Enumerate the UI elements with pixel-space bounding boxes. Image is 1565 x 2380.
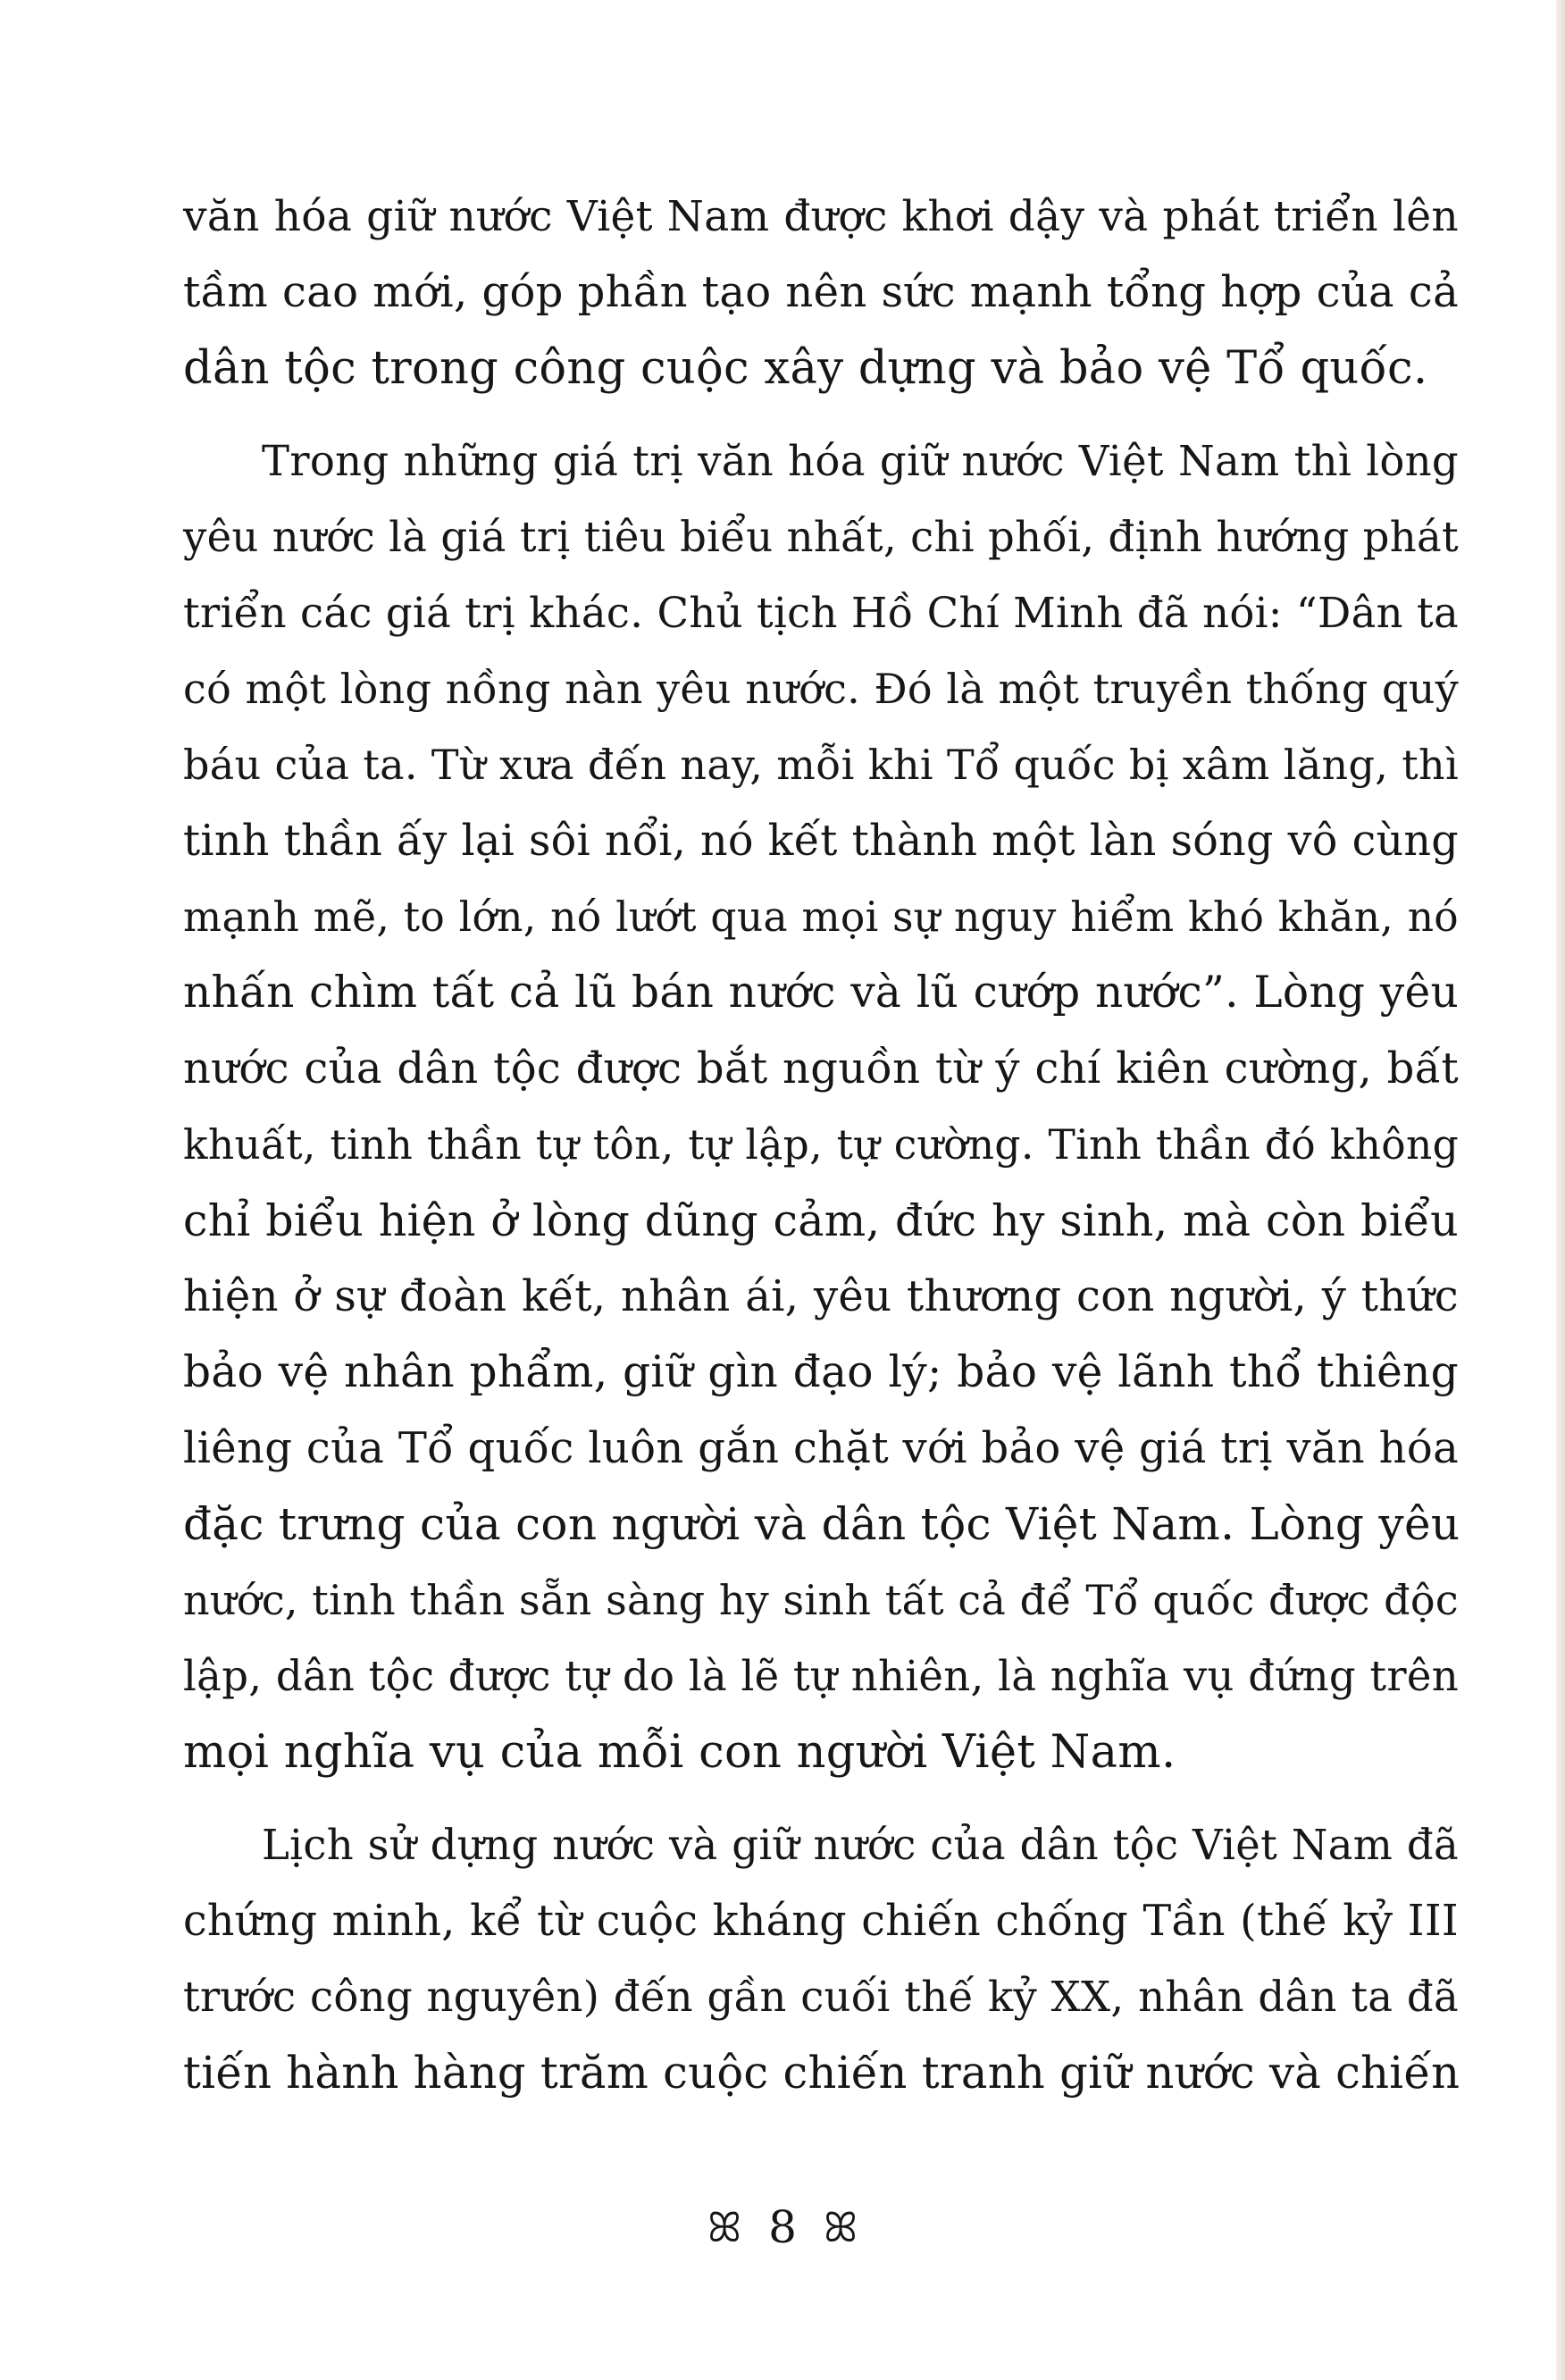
text-line: tinh thần ấy lại sôi nổi, nó kết thành một làn sóng vô cùng [183, 817, 1459, 866]
text-line: Lịch sử dựng nước và giữ nước của dân tộc Việt Nam đã [262, 1821, 1459, 1869]
text-line: yêu nước là giá trị tiêu biểu nhất, chi phối, định hướng phát [183, 513, 1459, 561]
text-line: liêng của Tổ quốc luôn gắn chặt với bảo vệ giá trị văn hóa [183, 1423, 1459, 1473]
ornament-right-icon: ꕤ [823, 2203, 858, 2251]
text-line: lập, dân tộc được tự do là lẽ tự nhiên, là nghĩa vụ đứng trên [183, 1652, 1459, 1700]
text-line: tiến hành hàng trăm cuộc chiến tranh giữ nước và chiến [183, 2047, 1460, 2099]
body-text [183, 179, 1459, 2111]
text-line: báu của ta. Từ xưa đến nay, mỗi khi Tổ quốc bị xâm lăng, thì [183, 741, 1459, 789]
text-line: nước, tinh thần sẵn sàng hy sinh tất cả để Tổ quốc được độc [183, 1576, 1459, 1624]
text-line: hiện ở sự đoàn kết, nhân ái, yêu thương con người, ý thức [183, 1271, 1459, 1321]
text-line: có một lòng nồng nàn yêu nước. Đó là một truyền thống quý [183, 665, 1459, 713]
page-footer [0, 2192, 1565, 2258]
text-line: mọi nghĩa vụ của mỗi con người Việt Nam. [183, 1726, 1176, 1779]
page-number: 8 [768, 2201, 797, 2253]
ornament-left-icon: ꕤ [707, 2203, 742, 2251]
text-line: Trong những giá trị văn hóa giữ nước Việt Nam thì lòng [262, 437, 1459, 485]
paragraph-1 [183, 179, 1459, 406]
text-line: chỉ biểu hiện ở lòng dũng cảm, đức hy sinh, mà còn biểu [183, 1195, 1459, 1246]
text-line: khuất, tinh thần tự tôn, tự lập, tự cường. Tinh thần đó không [183, 1121, 1459, 1169]
text-line: mạnh mẽ, to lớn, nó lướt qua mọi sự nguy hiểm khó khăn, nó [183, 893, 1459, 941]
paragraph-2 [183, 423, 1459, 1790]
text-line: đặc trưng của con người và dân tộc Việt Nam. Lòng yêu [183, 1498, 1460, 1550]
text-line: trước công nguyên) đến gần cuối thế kỷ XX, nhân dân ta đã [183, 1973, 1459, 2021]
text-line: triển các giá trị khác. Chủ tịch Hồ Chí Minh đã nói: “Dân ta [183, 589, 1459, 637]
text-line: nhấn chìm tất cả lũ bán nước và lũ cướp nước”. Lòng yêu [183, 968, 1459, 1018]
text-line: văn hóa giữ nước Việt Nam được khơi dậy và phát triển lên [183, 192, 1459, 241]
text-line: nước của dân tộc được bắt nguồn từ ý chí kiên cường, bất [183, 1043, 1459, 1094]
text-line: bảo vệ nhân phẩm, giữ gìn đạo lý; bảo vệ lãnh thổ thiêng [183, 1347, 1459, 1397]
text-line: dân tộc trong công cuộc xây dựng và bảo vệ Tổ quốc. [183, 342, 1428, 395]
paragraph-3 [183, 1807, 1459, 2111]
text-line: tầm cao mới, góp phần tạo nên sức mạnh tổng hợp của cả [183, 267, 1459, 317]
text-line: chứng minh, kể từ cuộc kháng chiến chống Tần (thế kỷ III [183, 1897, 1459, 1946]
page-edge-shadow [1556, 0, 1565, 2380]
